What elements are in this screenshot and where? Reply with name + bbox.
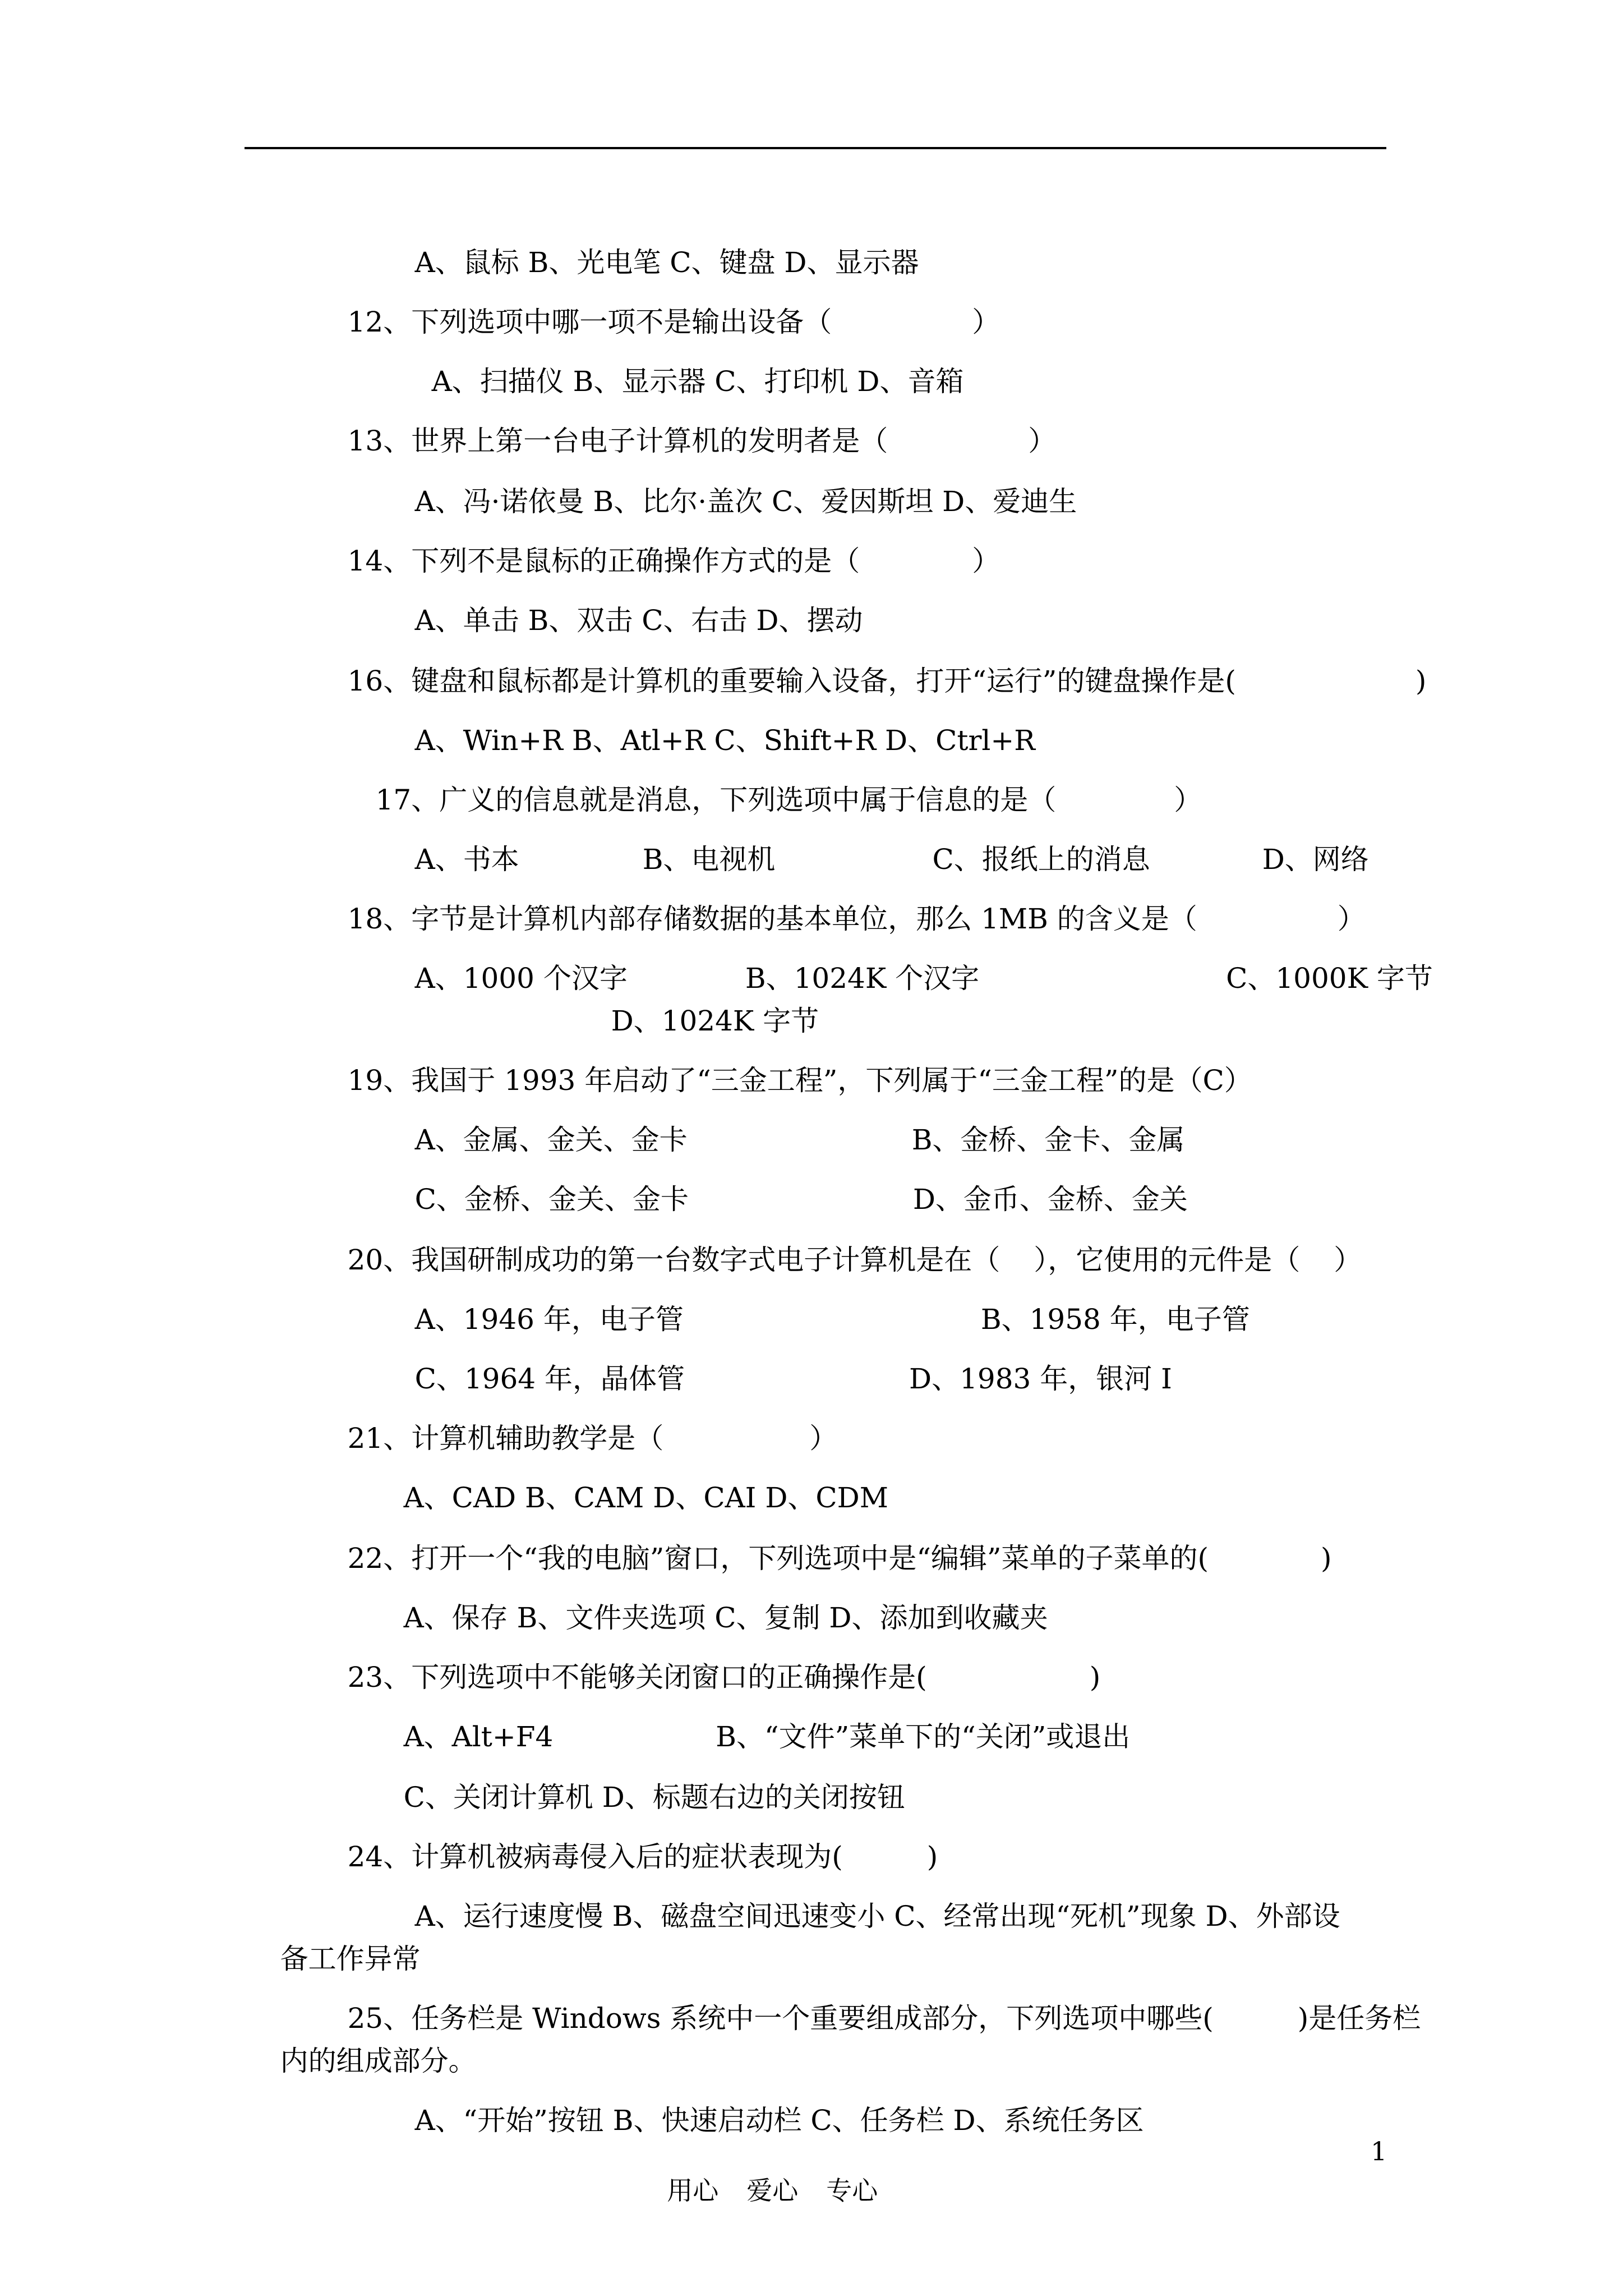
text: C、报纸上的消息	[932, 843, 1150, 876]
text: C、1964 年，晶体管	[414, 1363, 685, 1395]
text: A、1946 年，电子管	[414, 1303, 684, 1336]
text: A、金属、金关、金卡	[414, 1124, 688, 1156]
text: 12、下列选项中哪一项不是输出设备（	[347, 306, 832, 338]
text: 17、广义的信息就是消息，下列选项中属于信息的是（	[375, 784, 1057, 816]
text: 21、计算机辅助教学是（	[347, 1422, 664, 1455]
text: ）	[1337, 903, 1366, 935]
text: A、冯·诺依曼 B、比尔·盖次 C、爱因斯坦 D、爱迪生	[414, 485, 1077, 518]
text: ）	[1028, 425, 1057, 457]
text: 16、键盘和鼠标都是计算机的重要输入设备，打开“运行”的键盘操作是(	[347, 665, 1236, 697]
text: )是任务栏	[1297, 2002, 1421, 2035]
text: C、金桥、金关、金卡	[414, 1183, 689, 1216]
text: D、1983 年，银河 I	[909, 1363, 1172, 1395]
text: C、1000K 字节	[1226, 962, 1433, 995]
text: 13、世界上第一台电子计算机的发明者是（	[347, 425, 888, 457]
text: 内的组成部分。	[280, 2045, 477, 2077]
footer-word: 专心	[826, 2175, 878, 2206]
text: )	[1415, 665, 1427, 697]
text: ）	[1174, 784, 1202, 816]
text: ），它使用的元件是（	[1034, 1244, 1301, 1276]
text: )	[926, 1841, 938, 1873]
text: D、金币、金桥、金关	[912, 1183, 1188, 1216]
text: 25、任务栏是 Windows 系统中一个重要组成部分，下列选项中哪些(	[347, 2002, 1214, 2035]
page-footer	[651, 2132, 906, 2210]
text: A、保存 B、文件夹选项 C、复制 D、添加到收藏夹	[403, 1602, 1048, 1634]
text: A、书本	[414, 843, 519, 876]
text: 23、下列选项中不能够关闭窗口的正确操作是(	[347, 1661, 927, 1694]
text: C、关闭计算机 D、标题右边的关闭按钮	[403, 1781, 905, 1814]
text: ）	[809, 1422, 838, 1455]
footer-word: 用心	[667, 2175, 719, 2206]
text: D、网络	[1262, 843, 1369, 876]
text: A、Win+R B、Atl+R C、Shift+R D、Ctrl+R	[414, 724, 1035, 757]
header-rule	[245, 147, 1386, 149]
text: ）	[1334, 1244, 1362, 1276]
text: 22、打开一个“我的电脑”窗口，下列选项中是“编辑”菜单的子菜单的(	[347, 1542, 1209, 1575]
text: )	[1320, 1542, 1332, 1575]
text: B、金桥、金卡、金属	[911, 1124, 1185, 1156]
text: A、1000 个汉字	[414, 962, 628, 995]
text: 19、我国于 1993 年启动了“三金工程”，下列属于“三金工程”的是（C）	[347, 1064, 1252, 1097]
page-number: 1	[1371, 2136, 1387, 2166]
text: A、鼠标 B、光电笔 C、键盘 D、显示器	[414, 246, 919, 279]
text: A、CAD B、CAM D、CAI D、CDM	[403, 1481, 888, 1514]
text: D、1024K 字节	[611, 1005, 819, 1037]
text: A、单击 B、双击 C、右击 D、摆动	[414, 604, 863, 637]
text: 24、计算机被病毒侵入后的症状表现为(	[347, 1841, 843, 1873]
text: )	[1089, 1661, 1101, 1694]
text: A、扫描仪 B、显示器 C、打印机 D、音箱	[431, 365, 964, 398]
text: 14、下列不是鼠标的正确操作方式的是（	[347, 545, 860, 577]
text: B、“文件”菜单下的“关闭”或退出	[716, 1720, 1131, 1753]
text: B、电视机	[642, 843, 776, 876]
footer-word: 爱心	[746, 2175, 799, 2206]
text: A、Alt+F4	[403, 1720, 554, 1753]
text: 18、字节是计算机内部存储数据的基本单位，那么 1MB 的含义是（	[347, 903, 1197, 935]
text: ）	[972, 306, 1000, 338]
text: B、1958 年，电子管	[980, 1303, 1250, 1336]
text: ）	[972, 545, 1000, 577]
text: 备工作异常	[280, 1943, 421, 1975]
text: A、“开始”按钮 B、快速启动栏 C、任务栏 D、系统任务区	[414, 2104, 1144, 2137]
text: A、运行速度慢 B、磁盘空间迅速变小 C、经常出现“死机”现象 D、外部设	[414, 1900, 1340, 1932]
text: 20、我国研制成功的第一台数字式电子计算机是在（	[347, 1244, 1000, 1276]
text: B、1024K 个汉字	[745, 962, 980, 995]
